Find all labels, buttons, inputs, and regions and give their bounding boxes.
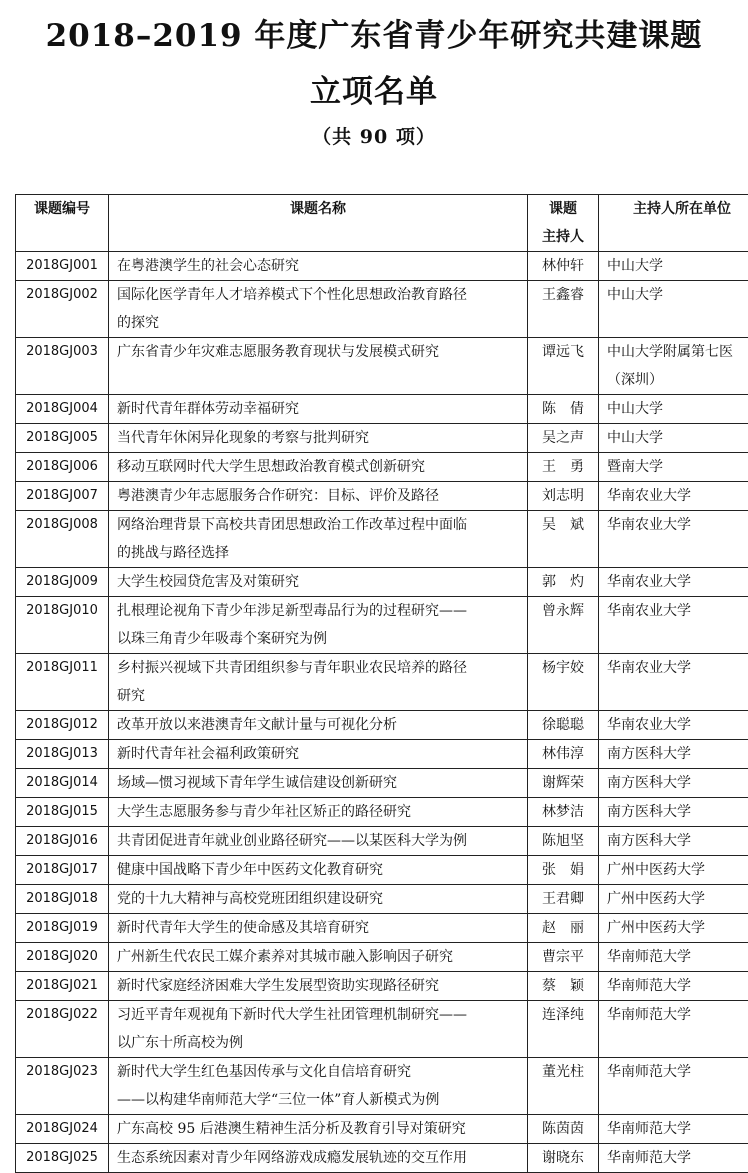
host-unit-line: 中山大学附属第七医 bbox=[607, 338, 748, 366]
project-name bbox=[109, 395, 528, 424]
host-unit bbox=[599, 798, 748, 827]
host-unit-line: （深圳） bbox=[607, 366, 748, 394]
header-host-line1: 课题 bbox=[532, 195, 594, 223]
project-name-line: 生态系统因素对青少年网络游戏成瘾发展轨迹的交互作用 bbox=[117, 1144, 523, 1172]
project-name-line: 移动互联网时代大学生思想政治教育模式创新研究 bbox=[117, 453, 523, 481]
project-host: 张 娟 bbox=[528, 856, 599, 885]
header-unit: 主持人所在单位 bbox=[599, 195, 748, 252]
project-code: 2018GJ021 bbox=[16, 972, 109, 1001]
document-title: 2018–2019 年度广东省青少年研究共建课题 bbox=[0, 10, 748, 55]
project-name-line: 大学生校园贷危害及对策研究 bbox=[117, 568, 523, 596]
project-count: （共 90 项） bbox=[0, 122, 748, 149]
table-row bbox=[16, 1144, 748, 1173]
header-host bbox=[528, 195, 599, 252]
project-code: 2018GJ016 bbox=[16, 827, 109, 856]
host-unit-line: 华南农业大学 bbox=[607, 597, 748, 625]
project-name bbox=[109, 711, 528, 740]
table-row bbox=[16, 914, 748, 943]
host-unit-line: 中山大学 bbox=[607, 424, 748, 452]
host-unit-line: 华南师范大学 bbox=[607, 1115, 748, 1143]
project-name-line: 以广东十所高校为例 bbox=[117, 1029, 523, 1057]
project-host: 吴之声 bbox=[528, 424, 599, 453]
table-row bbox=[16, 711, 748, 740]
project-name bbox=[109, 482, 528, 511]
project-code: 2018GJ024 bbox=[16, 1115, 109, 1144]
project-name-line: 习近平青年观视角下新时代大学生社团管理机制研究—— bbox=[117, 1001, 523, 1029]
project-name bbox=[109, 568, 528, 597]
project-host: 刘志明 bbox=[528, 482, 599, 511]
project-host: 谢晓东 bbox=[528, 1144, 599, 1173]
project-name-line: 当代青年休闲异化现象的考察与批判研究 bbox=[117, 424, 523, 452]
project-name bbox=[109, 597, 528, 654]
project-name-line: 以珠三角青少年吸毒个案研究为例 bbox=[117, 625, 523, 653]
project-host: 谭远飞 bbox=[528, 338, 599, 395]
host-unit bbox=[599, 740, 748, 769]
table-row bbox=[16, 827, 748, 856]
host-unit bbox=[599, 453, 748, 482]
project-table bbox=[15, 194, 748, 1173]
project-name bbox=[109, 453, 528, 482]
project-host: 林梦洁 bbox=[528, 798, 599, 827]
project-name bbox=[109, 1001, 528, 1058]
table-row bbox=[16, 1115, 748, 1144]
project-host: 陈旭坚 bbox=[528, 827, 599, 856]
project-code: 2018GJ007 bbox=[16, 482, 109, 511]
project-name bbox=[109, 654, 528, 711]
host-unit-line: 华南师范大学 bbox=[607, 1001, 748, 1029]
project-name bbox=[109, 798, 528, 827]
project-host: 谢辉荣 bbox=[528, 769, 599, 798]
project-host: 林仲轩 bbox=[528, 252, 599, 281]
project-code: 2018GJ013 bbox=[16, 740, 109, 769]
table-row bbox=[16, 395, 748, 424]
project-name bbox=[109, 885, 528, 914]
header-name: 课题名称 bbox=[109, 195, 528, 252]
project-host: 吴 斌 bbox=[528, 511, 599, 568]
project-name bbox=[109, 856, 528, 885]
project-host: 王 勇 bbox=[528, 453, 599, 482]
project-code: 2018GJ023 bbox=[16, 1058, 109, 1115]
project-code: 2018GJ010 bbox=[16, 597, 109, 654]
table-row bbox=[16, 654, 748, 711]
document-subtitle: 立项名单 bbox=[0, 66, 748, 111]
project-name-line: 广州新生代农民工媒介素养对其城市融入影响因子研究 bbox=[117, 943, 523, 971]
project-code: 2018GJ009 bbox=[16, 568, 109, 597]
header-code: 课题编号 bbox=[16, 195, 109, 252]
table-row bbox=[16, 252, 748, 281]
host-unit-line: 广州中医药大学 bbox=[607, 914, 748, 942]
project-name bbox=[109, 252, 528, 281]
project-name bbox=[109, 914, 528, 943]
table-row bbox=[16, 482, 748, 511]
project-name bbox=[109, 943, 528, 972]
project-code: 2018GJ022 bbox=[16, 1001, 109, 1058]
project-host: 郭 灼 bbox=[528, 568, 599, 597]
project-name bbox=[109, 769, 528, 798]
table-row bbox=[16, 453, 748, 482]
project-name-line: 研究 bbox=[117, 682, 523, 710]
host-unit-line: 华南农业大学 bbox=[607, 482, 748, 510]
project-name-line: 广东高校 95 后港澳生精神生活分析及教育引导对策研究 bbox=[117, 1115, 523, 1143]
project-name bbox=[109, 972, 528, 1001]
host-unit bbox=[599, 654, 748, 711]
project-name-line: 扎根理论视角下青少年涉足新型毒品行为的过程研究—— bbox=[117, 597, 523, 625]
project-code: 2018GJ019 bbox=[16, 914, 109, 943]
host-unit bbox=[599, 424, 748, 453]
host-unit-line: 华南师范大学 bbox=[607, 1058, 748, 1086]
host-unit-line: 华南农业大学 bbox=[607, 654, 748, 682]
project-name-line: 新时代青年社会福利政策研究 bbox=[117, 740, 523, 768]
table-row bbox=[16, 972, 748, 1001]
project-name-line: 国际化医学青年人才培养模式下个性化思想政治教育路径 bbox=[117, 281, 523, 309]
project-name bbox=[109, 1144, 528, 1173]
project-host: 林伟淳 bbox=[528, 740, 599, 769]
project-name bbox=[109, 424, 528, 453]
project-name-line: 党的十九大精神与高校党班团组织建设研究 bbox=[117, 885, 523, 913]
project-name-line: 网络治理背景下高校共青团思想政治工作改革过程中面临 bbox=[117, 511, 523, 539]
table-row bbox=[16, 856, 748, 885]
project-code: 2018GJ004 bbox=[16, 395, 109, 424]
host-unit-line: 中山大学 bbox=[607, 395, 748, 423]
host-unit bbox=[599, 972, 748, 1001]
project-host: 连泽纯 bbox=[528, 1001, 599, 1058]
table-row bbox=[16, 597, 748, 654]
table-row bbox=[16, 568, 748, 597]
host-unit bbox=[599, 511, 748, 568]
project-name bbox=[109, 1115, 528, 1144]
project-host: 蔡 颖 bbox=[528, 972, 599, 1001]
table-row bbox=[16, 798, 748, 827]
host-unit-line: 中山大学 bbox=[607, 281, 748, 309]
project-name-line: 新时代家庭经济困难大学生发展型资助实现路径研究 bbox=[117, 972, 523, 1000]
project-code: 2018GJ012 bbox=[16, 711, 109, 740]
table-header-row bbox=[16, 195, 748, 252]
project-code: 2018GJ017 bbox=[16, 856, 109, 885]
project-name bbox=[109, 338, 528, 395]
host-unit bbox=[599, 943, 748, 972]
project-name-line: 乡村振兴视域下共青团组织参与青年职业农民培养的路径 bbox=[117, 654, 523, 682]
project-name-line: ——以构建华南师范大学“三位一体”育人新模式为例 bbox=[117, 1086, 523, 1114]
host-unit bbox=[599, 395, 748, 424]
project-code: 2018GJ015 bbox=[16, 798, 109, 827]
host-unit-line: 华南农业大学 bbox=[607, 511, 748, 539]
host-unit bbox=[599, 1115, 748, 1144]
project-name-line: 的挑战与路径选择 bbox=[117, 539, 523, 567]
project-host: 曾永辉 bbox=[528, 597, 599, 654]
project-code: 2018GJ025 bbox=[16, 1144, 109, 1173]
host-unit bbox=[599, 1058, 748, 1115]
project-code: 2018GJ014 bbox=[16, 769, 109, 798]
host-unit bbox=[599, 482, 748, 511]
project-host: 王君卿 bbox=[528, 885, 599, 914]
host-unit bbox=[599, 769, 748, 798]
project-host: 杨宇姣 bbox=[528, 654, 599, 711]
project-host: 徐聪聪 bbox=[528, 711, 599, 740]
table-row bbox=[16, 943, 748, 972]
host-unit-line: 华南师范大学 bbox=[607, 943, 748, 971]
project-name-line: 改革开放以来港澳青年文献计量与可视化分析 bbox=[117, 711, 523, 739]
host-unit-line: 华南师范大学 bbox=[607, 1144, 748, 1172]
host-unit bbox=[599, 856, 748, 885]
project-code: 2018GJ003 bbox=[16, 338, 109, 395]
project-code: 2018GJ008 bbox=[16, 511, 109, 568]
table-row bbox=[16, 281, 748, 338]
project-code: 2018GJ001 bbox=[16, 252, 109, 281]
table-row bbox=[16, 1058, 748, 1115]
host-unit-line: 广州中医药大学 bbox=[607, 856, 748, 884]
project-code: 2018GJ005 bbox=[16, 424, 109, 453]
project-name bbox=[109, 1058, 528, 1115]
host-unit bbox=[599, 597, 748, 654]
project-code: 2018GJ011 bbox=[16, 654, 109, 711]
host-unit bbox=[599, 281, 748, 338]
project-name-line: 广东省青少年灾难志愿服务教育现状与发展模式研究 bbox=[117, 338, 523, 366]
table-row bbox=[16, 885, 748, 914]
host-unit-line: 中山大学 bbox=[607, 252, 748, 280]
table-row bbox=[16, 769, 748, 798]
table-row bbox=[16, 424, 748, 453]
project-code: 2018GJ020 bbox=[16, 943, 109, 972]
host-unit bbox=[599, 827, 748, 856]
project-name-line: 场域—惯习视域下青年学生诚信建设创新研究 bbox=[117, 769, 523, 797]
host-unit bbox=[599, 568, 748, 597]
host-unit-line: 南方医科大学 bbox=[607, 798, 748, 826]
host-unit bbox=[599, 1144, 748, 1173]
project-name-line: 新时代大学生红色基因传承与文化自信培育研究 bbox=[117, 1058, 523, 1086]
project-name-line: 共青团促进青年就业创业路径研究——以某医科大学为例 bbox=[117, 827, 523, 855]
project-host: 陈 倩 bbox=[528, 395, 599, 424]
header-host-line2: 主持人 bbox=[532, 223, 594, 251]
host-unit-line: 华南师范大学 bbox=[607, 972, 748, 1000]
project-code: 2018GJ018 bbox=[16, 885, 109, 914]
project-name-line: 在粤港澳学生的社会心态研究 bbox=[117, 252, 523, 280]
project-name bbox=[109, 740, 528, 769]
project-name-line: 新时代青年大学生的使命感及其培育研究 bbox=[117, 914, 523, 942]
project-code: 2018GJ002 bbox=[16, 281, 109, 338]
table-row bbox=[16, 1001, 748, 1058]
project-name-line: 大学生志愿服务参与青少年社区矫正的路径研究 bbox=[117, 798, 523, 826]
project-name-line: 健康中国战略下青少年中医药文化教育研究 bbox=[117, 856, 523, 884]
project-name-line: 粤港澳青少年志愿服务合作研究：目标、评价及路径 bbox=[117, 482, 523, 510]
project-host: 王鑫睿 bbox=[528, 281, 599, 338]
project-host: 曹宗平 bbox=[528, 943, 599, 972]
host-unit-line: 华南农业大学 bbox=[607, 711, 748, 739]
host-unit-line: 南方医科大学 bbox=[607, 769, 748, 797]
project-name-line: 新时代青年群体劳动幸福研究 bbox=[117, 395, 523, 423]
host-unit-line: 南方医科大学 bbox=[607, 827, 748, 855]
project-code: 2018GJ006 bbox=[16, 453, 109, 482]
host-unit-line: 暨南大学 bbox=[607, 453, 748, 481]
project-name bbox=[109, 827, 528, 856]
host-unit bbox=[599, 711, 748, 740]
host-unit-line: 华南农业大学 bbox=[607, 568, 748, 596]
project-host: 陈茵茵 bbox=[528, 1115, 599, 1144]
host-unit bbox=[599, 338, 748, 395]
host-unit bbox=[599, 252, 748, 281]
table-row bbox=[16, 338, 748, 395]
project-name bbox=[109, 511, 528, 568]
host-unit-line: 南方医科大学 bbox=[607, 740, 748, 768]
project-name bbox=[109, 281, 528, 338]
table-row bbox=[16, 740, 748, 769]
host-unit bbox=[599, 1001, 748, 1058]
project-name-line: 的探究 bbox=[117, 309, 523, 337]
host-unit bbox=[599, 885, 748, 914]
host-unit bbox=[599, 914, 748, 943]
host-unit-line: 广州中医药大学 bbox=[607, 885, 748, 913]
table-row bbox=[16, 511, 748, 568]
project-host: 董光柱 bbox=[528, 1058, 599, 1115]
project-host: 赵 丽 bbox=[528, 914, 599, 943]
